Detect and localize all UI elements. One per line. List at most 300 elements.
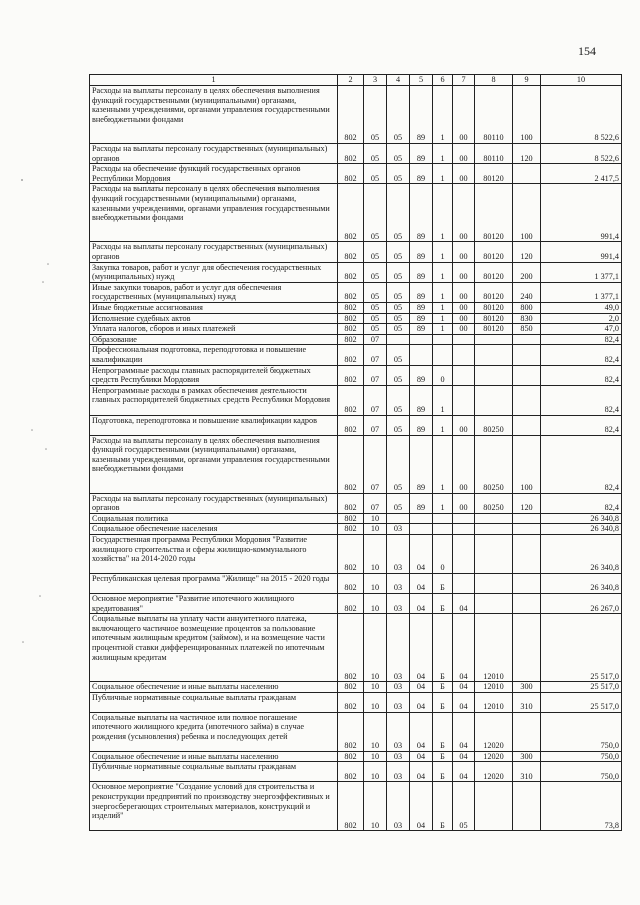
row-code-cell: 03 [387, 524, 410, 535]
row-code-cell: 89 [410, 435, 433, 493]
table-row [90, 262, 622, 282]
row-code-cell: 05 [364, 86, 387, 144]
table-row [90, 594, 622, 614]
row-code-cell: 1 [433, 184, 453, 242]
row-code-cell: 1 [433, 144, 453, 164]
row-code-cell: 10 [364, 692, 387, 712]
column-header: 10 [541, 75, 622, 86]
row-code-cell: Б [433, 782, 453, 831]
row-code-cell: 100 [513, 435, 541, 493]
row-code-cell: 120 [513, 493, 541, 513]
row-name-cell: Основное мероприятие "Создание условий для строительства и реконструкции предприятий по производству энергоэффективных и энергосберегающих строительных материалов, конструкций и изделий" [90, 782, 338, 831]
row-name-cell: Социальное обеспечение и иные выплаты населению [90, 682, 338, 693]
row-code-cell [453, 513, 475, 524]
row-code-cell [475, 345, 513, 365]
row-code-cell: 05 [364, 313, 387, 324]
row-code-cell [475, 535, 513, 574]
row-code-cell [475, 365, 513, 385]
row-code-cell: 12020 [475, 762, 513, 782]
row-code-cell: 05 [364, 324, 387, 335]
row-code-cell [475, 782, 513, 831]
row-amount-cell: 26 267,0 [541, 594, 622, 614]
row-code-cell: 802 [338, 493, 364, 513]
column-header: 6 [433, 75, 453, 86]
row-code-cell: 00 [453, 302, 475, 313]
row-code-cell: 07 [364, 334, 387, 345]
table-row [90, 184, 622, 242]
row-code-cell: Б [433, 692, 453, 712]
row-code-cell: 802 [338, 692, 364, 712]
table-row [90, 302, 622, 313]
row-code-cell: 10 [364, 762, 387, 782]
row-code-cell [513, 345, 541, 365]
row-code-cell: 0 [433, 535, 453, 574]
row-name-cell: Иные бюджетные ассигнования [90, 302, 338, 313]
row-code-cell: 00 [453, 242, 475, 262]
row-code-cell: 80120 [475, 282, 513, 302]
row-code-cell: 120 [513, 144, 541, 164]
table-row [90, 313, 622, 324]
row-code-cell: 850 [513, 324, 541, 335]
row-amount-cell: 49,0 [541, 302, 622, 313]
row-code-cell: Б [433, 682, 453, 693]
row-code-cell: 03 [387, 782, 410, 831]
row-name-cell: Непрограммные расходы в рамках обеспечения деятельности главных распорядителей бюджетных средств Республики Мордовия [90, 385, 338, 415]
row-code-cell: 80110 [475, 144, 513, 164]
row-code-cell: Б [433, 614, 453, 682]
row-amount-cell: 750,0 [541, 712, 622, 751]
row-code-cell: 802 [338, 334, 364, 345]
row-code-cell: 05 [364, 262, 387, 282]
row-code-cell: 89 [410, 324, 433, 335]
row-code-cell: 07 [364, 385, 387, 415]
row-code-cell: 07 [364, 415, 387, 435]
row-code-cell: 00 [453, 144, 475, 164]
row-code-cell: 100 [513, 86, 541, 144]
table-row [90, 524, 622, 535]
row-code-cell: 802 [338, 415, 364, 435]
row-name-cell: Публичные нормативные социальные выплаты гражданам [90, 762, 338, 782]
row-amount-cell: 25 517,0 [541, 692, 622, 712]
column-header: 4 [387, 75, 410, 86]
row-amount-cell: 25 517,0 [541, 682, 622, 693]
row-name-cell: Расходы на выплаты персоналу государственных (муниципальных) органов [90, 493, 338, 513]
row-code-cell: 802 [338, 365, 364, 385]
row-code-cell: 03 [387, 712, 410, 751]
row-code-cell: Б [433, 751, 453, 762]
row-code-cell [387, 334, 410, 345]
row-code-cell: 10 [364, 712, 387, 751]
row-code-cell: 802 [338, 385, 364, 415]
row-name-cell: Расходы на выплаты персоналу в целях обеспечения выполнения функций государственными (муниципальными) органами, казенными учреждениями, органами управления государственными внебюджетными фондами [90, 435, 338, 493]
row-code-cell [513, 385, 541, 415]
row-code-cell: 0 [433, 365, 453, 385]
row-code-cell [453, 535, 475, 574]
row-code-cell [513, 594, 541, 614]
row-code-cell: 802 [338, 762, 364, 782]
row-code-cell: 1 [433, 282, 453, 302]
row-code-cell [453, 345, 475, 365]
row-code-cell: 802 [338, 535, 364, 574]
row-code-cell: 04 [410, 751, 433, 762]
row-code-cell: 05 [364, 282, 387, 302]
row-code-cell: 89 [410, 302, 433, 313]
row-code-cell [475, 513, 513, 524]
row-name-cell: Образование [90, 334, 338, 345]
row-code-cell: 04 [410, 614, 433, 682]
row-code-cell: Б [433, 712, 453, 751]
row-code-cell: 80120 [475, 164, 513, 184]
row-code-cell: 05 [387, 164, 410, 184]
row-name-cell: Республиканская целевая программа "Жилище" на 2015 - 2020 годы [90, 574, 338, 594]
row-code-cell [513, 535, 541, 574]
row-code-cell: 05 [364, 242, 387, 262]
row-code-cell: 802 [338, 524, 364, 535]
row-code-cell: 100 [513, 184, 541, 242]
row-code-cell [433, 524, 453, 535]
row-code-cell: 802 [338, 345, 364, 365]
table-row [90, 324, 622, 335]
table-row [90, 513, 622, 524]
row-code-cell [410, 345, 433, 365]
row-amount-cell: 82,4 [541, 385, 622, 415]
row-code-cell: 00 [453, 86, 475, 144]
row-amount-cell: 26 340,8 [541, 524, 622, 535]
row-code-cell: 802 [338, 574, 364, 594]
row-code-cell: 05 [387, 324, 410, 335]
row-code-cell: 802 [338, 184, 364, 242]
row-code-cell [513, 365, 541, 385]
row-code-cell: 10 [364, 682, 387, 693]
page-number: 154 [578, 44, 596, 58]
row-code-cell: 89 [410, 415, 433, 435]
column-header: 3 [364, 75, 387, 86]
row-code-cell: 802 [338, 594, 364, 614]
row-code-cell: 300 [513, 682, 541, 693]
row-code-cell: 802 [338, 614, 364, 682]
row-code-cell: 802 [338, 242, 364, 262]
row-name-cell: Расходы на выплаты персоналу в целях обеспечения выполнения функций государственными (муниципальными) органами, казенными учреждениями, органами управления государственными внебюджетными фондами [90, 86, 338, 144]
row-code-cell: 05 [387, 242, 410, 262]
row-code-cell: 00 [453, 184, 475, 242]
row-code-cell: 10 [364, 524, 387, 535]
row-code-cell: 10 [364, 594, 387, 614]
row-code-cell: 03 [387, 614, 410, 682]
row-code-cell: 00 [453, 262, 475, 282]
row-code-cell: 05 [387, 435, 410, 493]
row-code-cell [475, 385, 513, 415]
row-code-cell: 00 [453, 435, 475, 493]
table-row [90, 164, 622, 184]
row-amount-cell: 26 340,8 [541, 535, 622, 574]
row-code-cell [513, 614, 541, 682]
row-code-cell: 802 [338, 751, 364, 762]
row-code-cell [453, 574, 475, 594]
row-code-cell [475, 574, 513, 594]
row-code-cell: 00 [453, 493, 475, 513]
row-code-cell: 802 [338, 313, 364, 324]
row-code-cell: 89 [410, 242, 433, 262]
row-code-cell: 89 [410, 164, 433, 184]
row-code-cell [433, 334, 453, 345]
row-amount-cell: 47,0 [541, 324, 622, 335]
table-row [90, 345, 622, 365]
row-amount-cell: 82,4 [541, 334, 622, 345]
row-code-cell: 80120 [475, 242, 513, 262]
row-code-cell: 10 [364, 574, 387, 594]
row-code-cell [410, 513, 433, 524]
row-code-cell: 80110 [475, 86, 513, 144]
row-code-cell: 04 [453, 712, 475, 751]
row-code-cell: 802 [338, 262, 364, 282]
row-code-cell: 04 [410, 574, 433, 594]
row-name-cell: Расходы на обеспечение функций государственных органов Республики Мордовия [90, 164, 338, 184]
row-code-cell [513, 574, 541, 594]
row-code-cell: 802 [338, 682, 364, 693]
row-code-cell: 310 [513, 762, 541, 782]
row-code-cell: 00 [453, 164, 475, 184]
row-code-cell: 802 [338, 513, 364, 524]
row-code-cell: 03 [387, 574, 410, 594]
row-code-cell [433, 345, 453, 365]
row-code-cell: 00 [453, 415, 475, 435]
row-code-cell: Б [433, 594, 453, 614]
row-code-cell: 04 [410, 594, 433, 614]
row-code-cell: 04 [410, 682, 433, 693]
row-code-cell [513, 782, 541, 831]
row-code-cell: 802 [338, 282, 364, 302]
row-amount-cell: 750,0 [541, 751, 622, 762]
row-name-cell: Исполнение судебных актов [90, 313, 338, 324]
row-amount-cell: 2 417,5 [541, 164, 622, 184]
row-code-cell: 89 [410, 282, 433, 302]
row-code-cell [410, 334, 433, 345]
row-name-cell: Основное мероприятие "Развитие ипотечного жилищного кредитования" [90, 594, 338, 614]
row-code-cell [475, 594, 513, 614]
row-code-cell: 830 [513, 313, 541, 324]
table-row [90, 692, 622, 712]
row-name-cell: Публичные нормативные социальные выплаты гражданам [90, 692, 338, 712]
row-code-cell: 1 [433, 302, 453, 313]
table-row [90, 334, 622, 345]
column-header: 8 [475, 75, 513, 86]
column-header: 7 [453, 75, 475, 86]
row-code-cell: 04 [453, 762, 475, 782]
row-code-cell: 00 [453, 313, 475, 324]
table-row [90, 614, 622, 682]
row-code-cell: 10 [364, 535, 387, 574]
row-code-cell: 12010 [475, 692, 513, 712]
row-code-cell: 05 [387, 144, 410, 164]
row-code-cell: 03 [387, 594, 410, 614]
row-code-cell [513, 334, 541, 345]
table-header-row [90, 75, 622, 86]
row-code-cell: 04 [410, 692, 433, 712]
row-name-cell: Расходы на выплаты персоналу в целях обеспечения выполнения функций государственными (муниципальными) органами, казенными учреждениями, органами управления государственными внебюджетными фондами [90, 184, 338, 242]
row-code-cell: 05 [453, 782, 475, 831]
row-code-cell: 05 [387, 184, 410, 242]
row-code-cell [387, 513, 410, 524]
row-code-cell: 1 [433, 242, 453, 262]
row-code-cell: 07 [364, 345, 387, 365]
row-code-cell [453, 524, 475, 535]
table-row [90, 365, 622, 385]
row-code-cell: 10 [364, 513, 387, 524]
row-name-cell: Иные закупки товаров, работ и услуг для обеспечения государственных (муниципальных) нужд [90, 282, 338, 302]
row-name-cell: Расходы на выплаты персоналу государственных (муниципальных) органов [90, 144, 338, 164]
row-code-cell: 89 [410, 144, 433, 164]
row-amount-cell: 2,0 [541, 313, 622, 324]
row-code-cell: 05 [387, 415, 410, 435]
table-row [90, 751, 622, 762]
row-code-cell: 80120 [475, 313, 513, 324]
row-code-cell: 04 [453, 751, 475, 762]
row-code-cell: 80250 [475, 435, 513, 493]
row-name-cell: Подготовка, переподготовка и повышение квалификации кадров [90, 415, 338, 435]
row-name-cell: Закупка товаров, работ и услуг для обеспечения государственных (муниципальных) нужд [90, 262, 338, 282]
row-code-cell: 200 [513, 262, 541, 282]
row-code-cell: 05 [387, 302, 410, 313]
row-amount-cell: 991,4 [541, 242, 622, 262]
column-header: 5 [410, 75, 433, 86]
table-row [90, 762, 622, 782]
row-code-cell: 80250 [475, 493, 513, 513]
row-code-cell: 89 [410, 385, 433, 415]
row-amount-cell: 991,4 [541, 184, 622, 242]
row-code-cell: 04 [410, 535, 433, 574]
row-code-cell [453, 334, 475, 345]
row-code-cell: 04 [410, 762, 433, 782]
row-code-cell: 1 [433, 324, 453, 335]
row-code-cell [410, 524, 433, 535]
row-amount-cell: 1 377,1 [541, 262, 622, 282]
row-code-cell: 03 [387, 751, 410, 762]
row-code-cell: 05 [387, 493, 410, 513]
row-code-cell: 05 [387, 86, 410, 144]
row-code-cell: 05 [387, 385, 410, 415]
row-name-cell: Уплата налогов, сборов и иных платежей [90, 324, 338, 335]
row-code-cell [513, 164, 541, 184]
row-code-cell: 89 [410, 184, 433, 242]
row-code-cell: 800 [513, 302, 541, 313]
row-code-cell: 80120 [475, 324, 513, 335]
row-code-cell: 04 [453, 614, 475, 682]
row-code-cell: 05 [364, 144, 387, 164]
row-code-cell: 04 [453, 692, 475, 712]
row-code-cell [513, 513, 541, 524]
row-code-cell: 1 [433, 164, 453, 184]
row-code-cell: 802 [338, 712, 364, 751]
row-amount-cell: 82,4 [541, 435, 622, 493]
table-row [90, 415, 622, 435]
row-code-cell: 1 [433, 435, 453, 493]
row-code-cell: 12010 [475, 682, 513, 693]
row-code-cell [513, 524, 541, 535]
row-code-cell: 04 [410, 782, 433, 831]
row-amount-cell: 8 522,6 [541, 144, 622, 164]
row-code-cell: 05 [387, 345, 410, 365]
row-name-cell: Социальное обеспечение населения [90, 524, 338, 535]
row-code-cell: 07 [364, 365, 387, 385]
row-code-cell: 1 [433, 313, 453, 324]
row-code-cell: 89 [410, 493, 433, 513]
row-code-cell: 1 [433, 262, 453, 282]
row-code-cell: 240 [513, 282, 541, 302]
row-amount-cell: 8 522,6 [541, 86, 622, 144]
row-code-cell: 1 [433, 385, 453, 415]
table-row [90, 682, 622, 693]
table-row [90, 574, 622, 594]
column-header: 2 [338, 75, 364, 86]
table-row [90, 86, 622, 144]
row-name-cell: Расходы на выплаты персоналу государственных (муниципальных) органов [90, 242, 338, 262]
row-amount-cell: 73,8 [541, 782, 622, 831]
table-body [90, 86, 622, 831]
row-code-cell: 12020 [475, 712, 513, 751]
table-row [90, 282, 622, 302]
column-header: 9 [513, 75, 541, 86]
row-code-cell: 89 [410, 313, 433, 324]
row-code-cell [513, 712, 541, 751]
table-row [90, 712, 622, 751]
budget-table [89, 74, 622, 831]
row-code-cell: 03 [387, 535, 410, 574]
row-code-cell [433, 513, 453, 524]
row-code-cell: 802 [338, 164, 364, 184]
row-code-cell: 05 [387, 365, 410, 385]
row-name-cell: Непрограммные расходы главных распорядителей бюджетных средств Республики Мордовия [90, 365, 338, 385]
table-row [90, 493, 622, 513]
row-code-cell: 00 [453, 282, 475, 302]
row-code-cell: 89 [410, 86, 433, 144]
row-code-cell: 10 [364, 614, 387, 682]
row-code-cell: 07 [364, 493, 387, 513]
table-row [90, 435, 622, 493]
row-name-cell: Профессиональная подготовка, переподготовка и повышение квалификации [90, 345, 338, 365]
row-name-cell: Социальные выплаты на уплату части аннуитетного платежа, включающего частичное возмещение процентов за пользование ипотечным жилищным кредитом (займом), и на возмещение части процентной ставки дифференцированных платежей по ипотечным жилищным кредитам [90, 614, 338, 682]
row-amount-cell: 1 377,1 [541, 282, 622, 302]
row-name-cell: Социальная политика [90, 513, 338, 524]
row-code-cell: Б [433, 574, 453, 594]
row-code-cell: 00 [453, 324, 475, 335]
row-code-cell [475, 334, 513, 345]
row-code-cell: 03 [387, 682, 410, 693]
row-amount-cell: 26 340,8 [541, 513, 622, 524]
row-code-cell: 04 [453, 682, 475, 693]
row-code-cell: Б [433, 762, 453, 782]
table-row [90, 242, 622, 262]
row-code-cell: 04 [453, 594, 475, 614]
row-code-cell: 802 [338, 144, 364, 164]
row-code-cell: 03 [387, 762, 410, 782]
row-name-cell: Социальные выплаты на частичное или полное погашение ипотечного жилищного кредита (ипотечного займа) в случае рождения (усыновления) ребенка и последующих детей [90, 712, 338, 751]
row-code-cell [453, 365, 475, 385]
table-row [90, 144, 622, 164]
column-header: 1 [90, 75, 338, 86]
row-code-cell: 07 [364, 435, 387, 493]
row-amount-cell: 82,4 [541, 493, 622, 513]
row-code-cell: 89 [410, 262, 433, 282]
row-code-cell [475, 524, 513, 535]
row-amount-cell: 750,0 [541, 762, 622, 782]
row-code-cell: 802 [338, 435, 364, 493]
row-code-cell: 05 [387, 262, 410, 282]
row-amount-cell: 82,4 [541, 415, 622, 435]
row-code-cell: 80250 [475, 415, 513, 435]
row-code-cell: 10 [364, 782, 387, 831]
row-code-cell: 300 [513, 751, 541, 762]
table-row [90, 385, 622, 415]
